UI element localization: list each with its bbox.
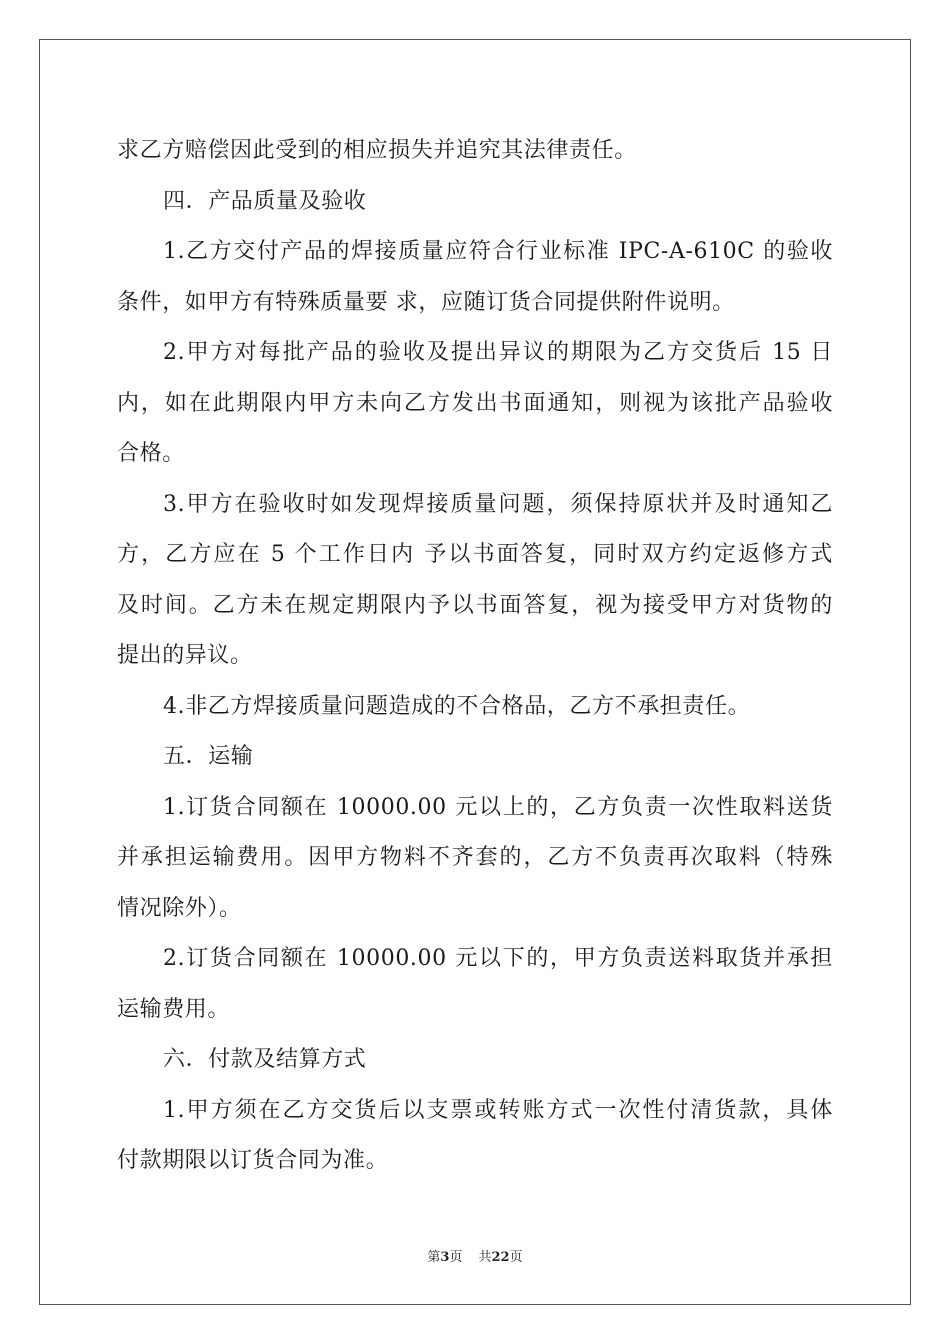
text-line: 求乙方赔偿因此受到的相应损失并追究其法律责任。 xyxy=(117,138,637,163)
text-line: 提出的异议。 xyxy=(117,643,253,668)
page-footer xyxy=(0,1246,950,1265)
text-line: 3.甲方在验收时如发现焊接质量问题，须保持原状并及时通知乙 xyxy=(163,491,833,517)
total-pages-number: 22 xyxy=(491,1250,510,1265)
text-line: 条件，如甲方有特殊质量要 求，应随订货合同提供附件说明。 xyxy=(117,289,735,315)
current-page-number: 3 xyxy=(440,1250,450,1265)
total-prefix: 共 xyxy=(478,1250,492,1265)
document-body xyxy=(117,126,833,1187)
text-line: 付款期限以订货合同为准。 xyxy=(117,1148,389,1173)
text-line: 内，如在此期限内甲方未向乙方发出书面通知，则视为该批产品验收 xyxy=(117,390,833,416)
text-line: 情况除外）。 xyxy=(117,895,242,921)
text-line: 并承担运输费用。因甲方物料不齐套的，乙方不负责再次取料（特殊 xyxy=(117,845,833,870)
text-line: 4.非乙方焊接质量问题造成的不合格品，乙方不承担责任。 xyxy=(163,693,751,719)
text-line: 运输费用。 xyxy=(117,996,231,1022)
text-line: 合格。 xyxy=(117,441,185,466)
text-line: 1.甲方须在乙方交货后以支票或转账方式一次性付清货款，具体 xyxy=(163,1097,833,1123)
text-line: 1.订货合同额在 10000.00 元以上的，乙方负责一次性取料送货 xyxy=(163,794,833,820)
text-line: 六．付款及结算方式 xyxy=(163,1047,367,1072)
text-line: 方，乙方应在 5 个工作日内 予以书面答复，同时双方约定返修方式 xyxy=(117,542,833,567)
total-suffix: 页 xyxy=(509,1250,523,1265)
text-line: 1.乙方交付产品的焊接质量应符合行业标准 IPC-A-610C 的验收 xyxy=(163,239,833,264)
text-line: 2.甲方对每批产品的验收及提出异议的期限为乙方交货后 15 日 xyxy=(163,340,833,365)
text-line: 及时间。乙方未在规定期限内予以书面答复，视为接受甲方对货物的 xyxy=(117,592,833,618)
page-prefix: 第 xyxy=(427,1250,441,1265)
text-line: 2.订货合同额在 10000.00 元以下的，甲方负责送料取货并承担 xyxy=(163,946,833,971)
text-line: 五．运输 xyxy=(163,744,254,769)
page-suffix: 页 xyxy=(449,1250,463,1265)
text-line: 四．产品质量及验收 xyxy=(163,188,367,214)
